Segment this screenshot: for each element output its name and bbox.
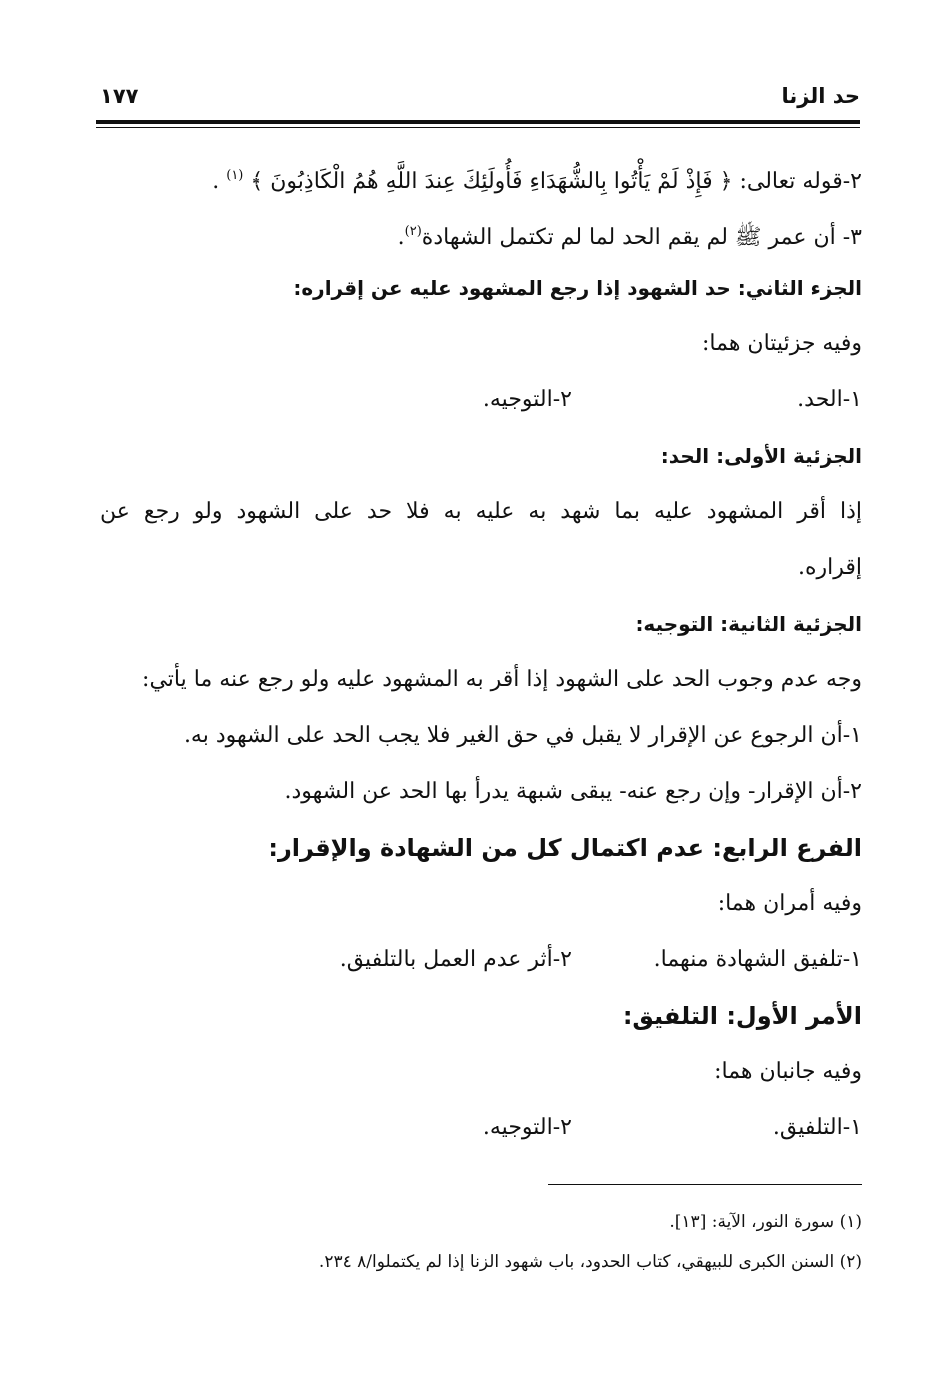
text-line: وجه عدم وجوب الحد على الشهود إذا أقر به المشهود عليه ولو رجع عنه ما يأتي: [142, 667, 862, 692]
footnotes [100, 1202, 862, 1282]
header-rule-thick [96, 120, 860, 124]
section-heading: الجزئية الأولى: الحد: [660, 444, 862, 468]
page-number: ١٧٧ [100, 84, 139, 108]
two-column-list [100, 932, 862, 988]
text-line: وفيه أمران هما: [717, 891, 862, 916]
branch-heading: الفرع الرابع: عدم اكتمال كل من الشهادة والإقرار: [268, 834, 862, 862]
header-rule-thin [96, 127, 860, 128]
footnote: (١) سورة النور، الآية: [١٣]. [669, 1212, 862, 1232]
quran-verse: ﴿ فَإِذْ لَمْ يَأْتُوا بِالشُّهَدَاءِ فَأُولَئِكَ عِندَ اللَّهِ هُمُ الْكَاذِبُونَ ﴾ [250, 169, 733, 194]
text-line: إذا أقر المشهود عليه بما شهد به عليه به فلا حد على الشهود ولو رجع عن [100, 499, 862, 524]
running-title: حد الزنا [781, 84, 860, 108]
list-item: ١-التلفيق. [772, 1115, 862, 1140]
text-line: ٢-أن الإقرار- وإن رجع عنه- يبقى شبهة يدرأ بها الحد عن الشهود. [284, 779, 862, 804]
list-item: ٢-التوجيه. [482, 1115, 572, 1140]
section-heading: الأمر الأول: التلفيق: [622, 1002, 862, 1030]
list-item: ٢-التوجيه. [482, 387, 572, 412]
section-heading: الجزئية الثانية: التوجيه: [635, 612, 862, 636]
main-text [100, 148, 862, 1156]
two-column-list [100, 1100, 862, 1156]
text-line [100, 148, 862, 204]
list-item: ١-الحد. [797, 387, 862, 412]
running-header [96, 84, 860, 114]
text-line [100, 204, 862, 260]
line-text: ٣- أن عمر ﷺ لم يقم الحد لما لم تكتمل الشهادة [421, 225, 862, 250]
line-end: . [397, 225, 405, 250]
footnote-ref: (٢) [404, 224, 422, 239]
list-item: ١-تلفيق الشهادة منهما. [653, 947, 862, 972]
footnote-separator [548, 1184, 862, 1185]
list-item: ٢-أثر عدم العمل بالتلفيق. [339, 947, 572, 972]
line-end: . [212, 169, 227, 194]
line-prefix: ٢-قوله تعالى: [732, 169, 862, 194]
footnote: (٢) السنن الكبرى للبيهقي، كتاب الحدود، باب شهود الزنا إذا لم يكتملوا/٨ ٢٣٤. [318, 1252, 862, 1272]
section-heading: الجزء الثاني: حد الشهود إذا رجع المشهود عليه عن إقراره: [293, 276, 862, 300]
footnote-ref: (١) [226, 168, 244, 183]
text-line: وفيه جانبان هما: [714, 1059, 862, 1084]
two-column-list [100, 372, 862, 428]
text-line: إقراره. [797, 555, 862, 580]
text-line: وفيه جزئيتان هما: [702, 331, 862, 356]
text-line: ١-أن الرجوع عن الإقرار لا يقبل في حق الغير فلا يجب الحد على الشهود به. [183, 723, 862, 748]
